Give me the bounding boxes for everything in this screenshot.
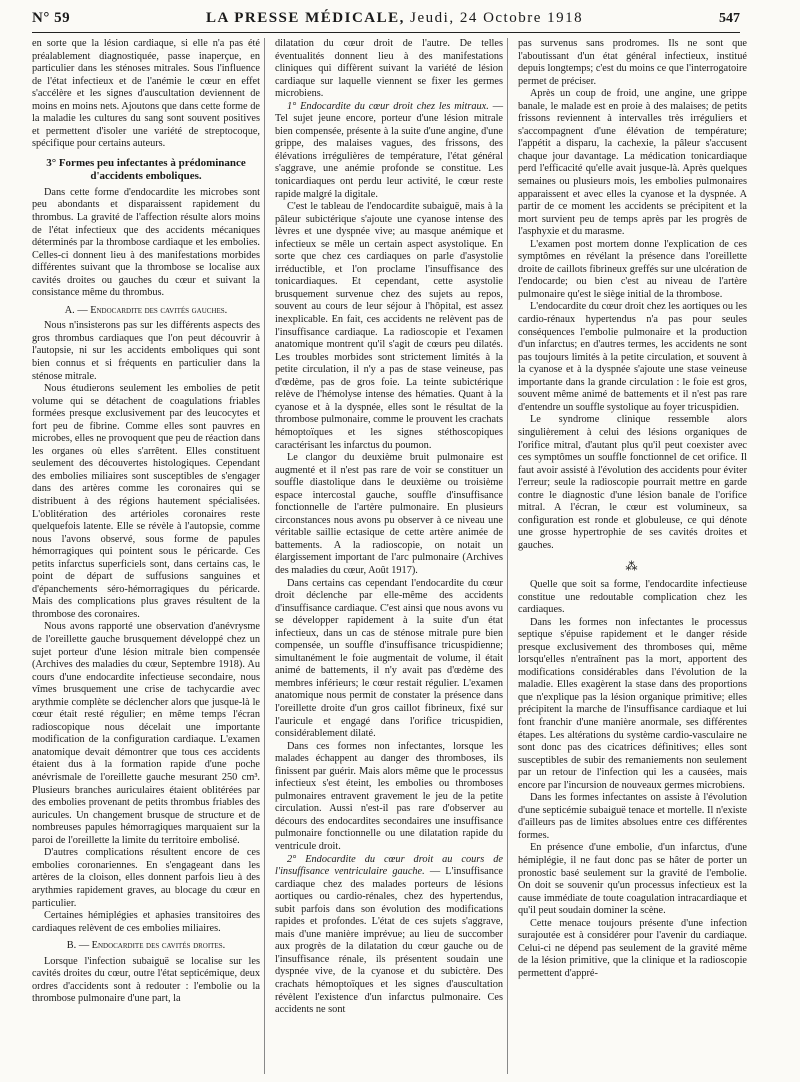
journal-title [206,10,583,27]
subsection-heading: B. — Endocardite des cavités droites. [66,940,226,952]
column-2 [275,38,508,1074]
page-header [32,10,740,33]
paragraph: D'autres complications résultent encore de ces embolies coronariennes. En s'engageant dans les artères de la cloison, elles donnent parfois lieu à des arythmies rapidement graves, au blocage du cœur en particulier. [32,847,260,909]
paragraph: Dans cette forme d'endocardite les microbes sont peu abondants et disparaissent rapidement du thrombus. La gravité de l'affection résulte alors moins de l'état infectieux que des accidents mécaniques déterminés par la thrombose cardiaque et les embolies. Celles-ci donnent lieu à des manifestations morbides différentes suivant que la thrombose se localise aux cavités droites ou gauches du cœur et suivant la consistance même du thrombus. [32,186,260,299]
paragraph-body: — Tel sujet jeune encore, porteur d'une lésion mitrale bien compensée, présente à la suite d'une angine, d'une grippe, des malaises vagues, des frissons, des élévations irrégulières de température, l'état général s'aggrave, une anémie profonde se constitue. Les tonicardiaques ont perdu leur activité, le cœur reste rapide malgré la digitale. [275,100,503,200]
paragraph: En présence d'une embolie, d'un infarctus, d'une hémiplégie, il ne faut donc pas se hâter de porter un pronostic basé seulement sur la gravité de l'embolie. On doit se souvenir qu'un processus infectieux est la cause immédiate de toute coagulation intracardiaque et qu'il peut soudain dominer la scène. [518,842,747,917]
subsection-heading: A. — Endocardite des cavités gauches. [64,304,228,316]
paragraph: Cette menace toujours présente d'une infection surajoutée est à considérer pour l'avenir du cardiaque. Celui-ci ne dépend pas seulement de la gravité même de la lésion primitive, que la clinique et la radioscopie permettent d'appré- [518,917,747,979]
paragraph: Le clangor du deuxième bruit pulmonaire est augmenté et il n'est pas rare de voir se constituer un souffle diastolique dans le deuxième ou troisième espace intercostal gauche, souffle d'insuffisance fonctionnelle de l'artère pulmonaire. En plusieurs circonstances nous avons pu observer à ce niveau une véritable saillie ectasique de cette artère animée de battements. A la radioscopie, on notait un élargissement important de l'arc pulmonaire (Archives des maladies du cœur, Août 1917). [275,452,503,576]
paragraph: Le syndrome clinique ressemble alors singulièrement à celui des lésions organiques de l'orifice mitral, d'autant plus qu'il peut coexister avec ces symptômes un souffle fonctionnel de cet orifice. Il faut avoir assisté à l'évolution des accidents pour éviter l'erreur; seule la radioscopie pourrait mettre en garde contre le diagnostic d'une lésion banale de l'orifice mitral. A l'écran, le cœur est volumineux, sa configuration est ronde et globuleuse, ce qui dénote une grosse hypertrophie de ses cavités droites et gauches. [518,414,747,551]
paragraph: L'endocardite du cœur droit chez les aortiques ou les cardio-rénaux hypertendus n'a pas pour seules conséquences l'embolie pulmonaire et la production d'un infarctus; en d'autres termes, les accidents ne sont pas toujours limités à la petite circulation, et souvent à la cyanose et à la dyspnée s'ajoute une stase veineuse importante dans la grande circulation : le foie est gros, souvent même animé de battements et il n'est pas rare d'entendre un souffle systolique au foyer tricuspidien. [518,301,747,413]
paragraph: dilatation du cœur droit de l'autre. De telles éventualités donnent lieu à des manifestations cliniques qui diffèrent suivant la variété de lésion cardiaque sur laquelle viennent se fixer les germes microbiens. [275,38,503,100]
paragraph: Dans les formes non infectantes le processus septique s'épuise rapidement et le danger réside presque exclusivement des thromboses qui, même lorsqu'elles n'entraînent pas la mort, apportent des modifications considérables dans l'évolution de la maladie. Elles exagèrent la stase dans des proportions que n'explique pas la lésion organique primitive; elles précipitent la marche de l'insuffisance cardiaque et lui font franchir d'une manière anormale, ses différentes étapes. Les altérations du système cardio-vasculaire ne sont donc pas des cicatrices définitives; elles sont susceptibles de subir des remaniements non seulement par un retour de l'infection qui les a causées, mais encore par l'incursion de nouveaux germes microbiens. [518,616,747,791]
page-number: 547 [718,11,740,26]
section-divider: ⁂ [625,559,640,574]
paragraph: Quelle que soit sa forme, l'endocardite infectieuse constitue une redoutable complication chez les cardiaques. [518,578,747,616]
paragraph-body: — L'insuffisance cardiaque chez des malades porteurs de lésions aortiques ou cardio-rénales, chez des hypertendus, subit parfois dans son évolution des modifications rapides et profondes. L'état de ces sujets s'aggrave, mais d'une manière imprévue; au lieu de succomber aux progrès de la dilatation du cœur gauche ou de l'insuffisance rénale, ils présentent soudain une dyspnée vive, de la cyanose et du subictère. Des crachats hémoptoïques et les signes d'auscultation révèlent l'existence d'un infarctus pulmonaire. Ces accidents ne sont [275,866,504,1016]
section-heading: 3° Formes peu infectantes à prédominance d'accidents emboliques. [46,156,246,182]
paragraph: Dans certains cas cependant l'endocardite du cœur droit déclenche par elle-même des accidents d'insuffisance cardiaque. C'est ainsi que nous avons vu se développer rapidement à la suite d'un état infectieux, dans un cas de sténose mitrale pure bien compensée, un souffle d'insuffisance tricuspidienne; simultanément le foie augmentait de volume, il était animé de battements, il n'y avait pas d'œdème des membres inférieurs; le cœur restait régulier. L'examen anatomique nous permit de constater la présence dans l'oreillette droite d'un gros caillot fibrineux, fixé sur l'auricule et engagé dans l'orifice tricuspidien, considérablement dilaté. [275,577,503,740]
paragraph: en sorte que la lésion cardiaque, si elle n'a pas été préalablement diagnostiquée, passe inaperçue, en particulier dans les sténoses mitrales. Sous l'influence de l'état infectieux et de l'anémie le cœur en effet s'accélère et les signes d'auscultation deviennent de moins en moins nets. Ajoutons que dans cette forme de la maladie les cultures du sang sont souvent positives et permettent d'isoler une variété de streptocoque, spécifique pour certains auteurs. [32,38,260,150]
paragraph-title: 1° Endocardite du cœur droit chez les mitraux. [287,100,489,112]
text-columns [32,38,752,1074]
paragraph: L'examen post mortem donne l'explication de ces symptômes en révélant la présence dans l'oreillette droite de caillots fibrineux greffés sur une ulcération de l'endocarde; ou bien c'est au niveau de l'artère pulmonaire qu'est le siège initial de la thrombose. [518,238,747,300]
journal-name: LA PRESSE MÉDICALE, [205,10,405,26]
paragraph [275,101,503,201]
paragraph: Lorsque l'infection subaiguë se localise sur les cavités droites du cœur, outre l'état septicémique, deux ordres d'accidents sont à redouter : l'embolie ou la thrombose pulmonaire d'une part, la [32,955,260,1005]
paragraph: Dans ces formes non infectantes, lorsque les malades échappent au danger des thromboses, ils finissent par guérir. Mais alors même que le processus infectieux s'est éteint, les embolies ou thromboses pulmonaires entravent gravement le jeu de la petite circulation. Aussi n'est-il pas rare d'observer au décours des endocardites secondaires une insuffisance pulmonaire fonctionnelle ou une dilatation rapide du ventricule droit. [275,740,503,852]
paragraph [275,854,503,1017]
paragraph: C'est le tableau de l'endocardite subaiguë, mais à la pâleur subictérique s'ajoute une cyanose intense des lèvres et une dyspnée vive; au masque anémique et infectieux se mêle un certain aspect asystolique. En sorte que chez ces cardiaques on parle d'asystolie irréductible, et l'on proclame l'insuffisance des tonicardiaques. Et cependant, cette asystolie brusquement survenue chez des sujets au repos, souvent au cours de leur séjour à l'hôpital, est assez inexplicable. En fait, ces accidents ne relèvent pas de l'insuffisance cardiaque. La radioscopie et l'examen anatomique montrent qu'il s'agit de cœurs peu dilatés. Les troubles morbides sont strictement limités à la petite circulation, il n'y a pas de stase veineuse, pas d'œdème, pas de gros foie. La teinte subictérique relève de l'hémolyse intense des hématies. Quant à la cyanose et à la dyspnée, elles sont le résultat de la thrombose pulmonaire, comme le prouvent les crachats hémoptoïques et les signes stéthoscopiques caractérisant les infarctus du poumon. [275,201,503,451]
paragraph: pas survenus sans prodromes. Ils ne sont que l'aboutissant d'un état général infectieux, institué depuis longtemps; c'est du moins ce que l'interrogatoire permet de préciser. [518,38,747,87]
paragraph: Certaines hémiplégies et aphasies transitoires des cardiaques relèvent de ces embolies miliaires. [32,910,260,934]
column-3 [518,38,751,1074]
column-1 [32,38,265,1074]
paragraph: Nous étudierons seulement les embolies de petit volume qui se détachent de coagulations friables formées presque exclusivement par des leucocytes et fort peu de fibrine. Comme elles sont pauvres en microbes, elles ne provoquent que peu de réaction dans les organes où elles s'arrêtent. Elles constituent seulement des découvertes histologiques. Cependant des embolies miliaires sont susceptibles de s'engager dans des artères comme les coronaires qui se distribuent à des régions hautement spécialisées. L'oblitération des artérioles coronaires reste quelquefois latente. Elle se révèle à l'autopsie, comme nous l'avons observé, sous forme de papules hémorragiques qui pointent sous le péricarde. Ces petits infarctus superficiels sont, dans certains cas, le point de départ de suffusions sanguines et d'épanchements séro-hémorragiques du péricarde. Mais des complications plus graves résultent de la thrombose des coronaires. [32,383,260,620]
issue-date: Jeudi, 24 Octobre 1918 [410,10,584,26]
paragraph: Dans les formes infectantes on assiste à l'évolution d'une septicémie subaiguë tenace et mortelle. Il n'existe d'ailleurs pas de limites absolues entre ces différentes formes. [518,792,747,841]
paragraph-title: 2° Endocardite du cœur droit au cours de l'insuffisance ventriculaire gauche. [275,853,503,878]
paragraph: Nous n'insisterons pas sur les différents aspects des gros thrombus cardiaques que l'on peut découvrir à l'autopsie, ni sur les accidents emboliques qui sont bien connus et si fréquents en particulier dans la sténose mitrale. [32,320,260,382]
paragraph: Après un coup de froid, une angine, une grippe banale, le malade est en proie à des malaises; de petits frissons reviennent à intervalles très irréguliers et s'accompagnent d'une élévation de température; l'appétit a disparu, la cachexie, la pâleur s'accusent chaque jour davantage. La médication tonicardiaque perd l'efficacité qu'elle avait jusque-là. Après quelques semaines ou plusieurs mois, les embolies pulmonaires apparaissent et avec elles la cyanose et la dyspnée. A partir de ce moment les accidents se précipitent et la mort survient peu de temps après par les progrès de l'asphyxie et du marasme. [518,88,747,238]
issue-number: N° 59 [32,10,71,26]
paragraph: Nous avons rapporté une observation d'anévrysme de l'oreillette gauche brusquement développé chez un sujet porteur d'une lésion mitrale bien compensée (Archives des maladies du cœur, Septembre 1918). Au cours d'une endocardite infectieuse secondaire, nous vîmes brusquement une crise de tachycardie avec arythmie complète se déclencher alors que jusque-là le cœur était resté régulier; en même temps l'écran radioscopique nous décelait une importante modification de la configuration cardiaque. L'examen anatomique devait démontrer que tous ces accidents étaient dus à la formation rapide d'une poche anévrismale de l'oreillette gauche mesurant 250 cm³. Plusieurs branches auriculaires étaient oblitérées par des embolies provenant de petits thrombus friables des auricules. Un changement brusque de structure et de nombreuses papules hémorragiques marquaient sur la paroi de l'oreillette la limite du territoire embolisé. [32,621,260,846]
